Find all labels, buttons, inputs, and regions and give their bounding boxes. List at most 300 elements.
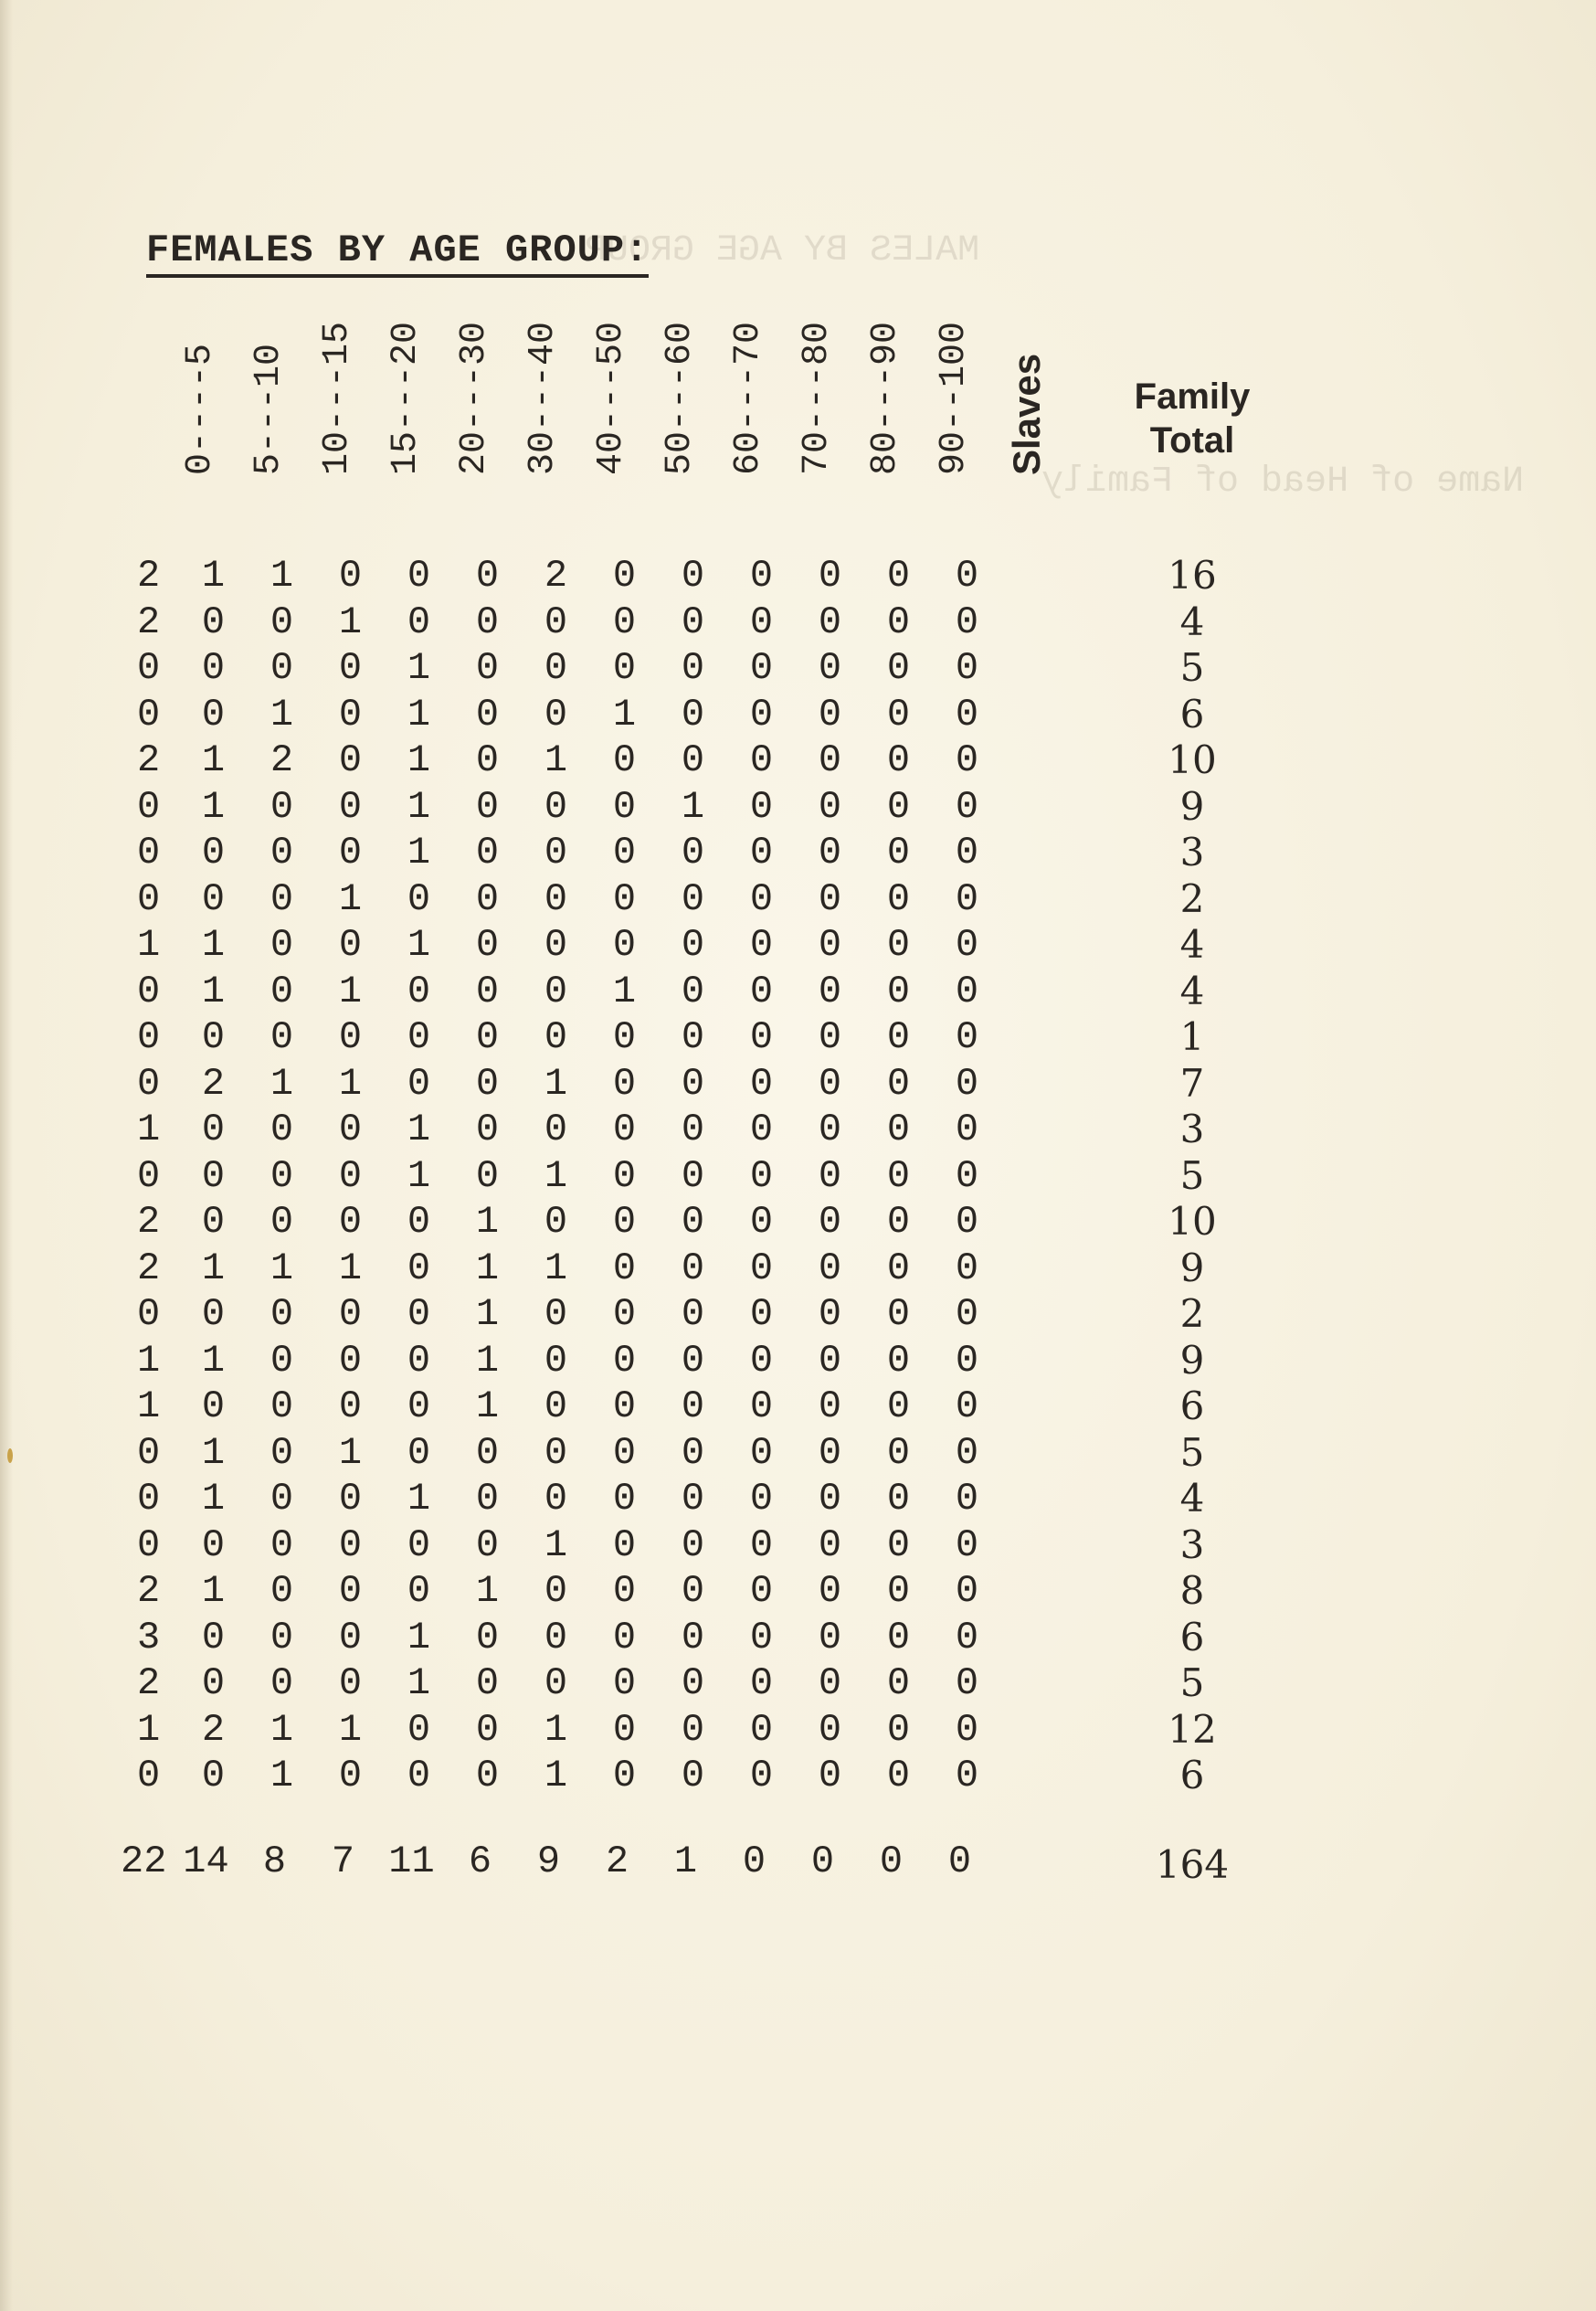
count-cell: 0 — [612, 1061, 637, 1106]
count-cell: 0 — [681, 1707, 705, 1752]
count-cell: 1 — [407, 1661, 431, 1706]
count-cell: 0 — [475, 554, 500, 599]
count-cell: 0 — [137, 1061, 161, 1106]
table-row — [137, 1246, 1001, 1292]
count-cell: 1 — [407, 1153, 431, 1198]
count-cell: 0 — [681, 1569, 705, 1614]
count-cell: 0 — [955, 1292, 979, 1337]
count-cell: 0 — [886, 969, 911, 1013]
count-cell: 0 — [818, 1615, 842, 1659]
count-cell: 0 — [612, 1569, 637, 1614]
table-row — [137, 1199, 1001, 1246]
count-cell: 0 — [201, 1615, 226, 1659]
count-cell: 0 — [955, 923, 979, 968]
count-cell: 0 — [137, 1015, 161, 1060]
count-cell: 0 — [137, 1292, 161, 1337]
family-total-header — [1119, 375, 1265, 462]
family-total-cell: 7 — [1179, 1060, 1205, 1106]
count-cell: 0 — [475, 1108, 500, 1152]
count-cell: 0 — [681, 646, 705, 691]
count-cell: 0 — [955, 1153, 979, 1198]
count-cell: 0 — [407, 1522, 431, 1567]
count-cell: 0 — [886, 1061, 911, 1106]
table-row — [137, 1338, 1001, 1384]
count-cell: 0 — [818, 784, 842, 829]
table-row — [137, 692, 1001, 738]
count-cell: 0 — [201, 1153, 226, 1198]
count-cell: 2 — [137, 1661, 161, 1706]
count-cell: 0 — [475, 646, 500, 691]
table-row — [137, 1476, 1001, 1522]
table-row — [137, 1107, 1001, 1153]
count-cell: 1 — [407, 1477, 431, 1521]
count-cell: 0 — [475, 1615, 500, 1659]
count-cell: 0 — [749, 784, 774, 829]
count-cell: 0 — [544, 1108, 568, 1152]
count-cell: 1 — [201, 969, 226, 1013]
count-cell: 1 — [544, 1061, 568, 1106]
count-cell: 0 — [475, 1477, 500, 1521]
count-cell: 0 — [544, 1477, 568, 1521]
family-total-cell: 9 — [1179, 1245, 1205, 1290]
count-cell: 3 — [137, 1615, 161, 1659]
count-cell: 1 — [612, 692, 637, 737]
count-cell: 0 — [270, 1153, 294, 1198]
column-header: 20---30 — [454, 321, 495, 475]
column-total-cell: 1 — [673, 1839, 698, 1883]
count-cell: 0 — [818, 1292, 842, 1337]
column-header: 70---80 — [797, 321, 838, 475]
count-cell: 0 — [475, 1707, 500, 1752]
table-row — [137, 1383, 1001, 1430]
count-cell: 1 — [270, 554, 294, 599]
count-cell: 0 — [201, 1108, 226, 1152]
family-total-cell: 3 — [1179, 1521, 1205, 1567]
count-cell: 0 — [818, 1384, 842, 1429]
column-total-cell: 2 — [605, 1839, 629, 1883]
count-cell: 1 — [475, 1246, 500, 1290]
count-cell: 0 — [886, 1108, 911, 1152]
family-total-cell: 4 — [1179, 1476, 1205, 1521]
table-row — [137, 1660, 1001, 1707]
count-cell: 1 — [201, 923, 226, 968]
column-header: 50---60 — [660, 321, 701, 475]
count-cell: 0 — [201, 692, 226, 737]
column-header: 30---40 — [523, 321, 564, 475]
count-cell: 0 — [407, 1200, 431, 1245]
count-cell: 0 — [612, 1338, 637, 1383]
count-cell: 0 — [749, 1430, 774, 1475]
count-cell: 0 — [955, 738, 979, 783]
count-cell: 0 — [749, 646, 774, 691]
count-cell: 0 — [338, 1661, 363, 1706]
count-cell: 0 — [270, 969, 294, 1013]
count-cell: 0 — [681, 599, 705, 644]
count-cell: 0 — [270, 1477, 294, 1521]
count-cell: 0 — [886, 738, 911, 783]
family-total-cell: 3 — [1179, 830, 1205, 875]
count-cell: 0 — [270, 1661, 294, 1706]
count-cell: 1 — [681, 784, 705, 829]
count-cell: 0 — [612, 1015, 637, 1060]
count-cell: 0 — [749, 692, 774, 737]
family-total-cell: 6 — [1179, 1753, 1205, 1797]
column-total-cell: 8 — [262, 1839, 287, 1883]
count-cell: 1 — [338, 1707, 363, 1752]
count-cell: 0 — [818, 646, 842, 691]
count-cell: 1 — [544, 1707, 568, 1752]
count-cell: 0 — [475, 969, 500, 1013]
column-total-cell: 14 — [183, 1839, 229, 1883]
column-total-cell: 0 — [810, 1839, 835, 1883]
column-header: 15---20 — [386, 321, 427, 475]
count-cell: 0 — [270, 1108, 294, 1152]
count-cell: 0 — [407, 1015, 431, 1060]
count-cell: 1 — [612, 969, 637, 1013]
count-cell: 1 — [544, 1153, 568, 1198]
count-cell: 0 — [270, 1338, 294, 1383]
count-cell: 0 — [475, 876, 500, 921]
count-cell: 1 — [201, 1430, 226, 1475]
table-row — [137, 969, 1001, 1015]
count-cell: 0 — [338, 1338, 363, 1383]
count-cell: 0 — [137, 1477, 161, 1521]
count-cell: 0 — [407, 876, 431, 921]
count-cell: 1 — [407, 646, 431, 691]
count-cell: 0 — [544, 1292, 568, 1337]
count-cell: 1 — [137, 923, 161, 968]
count-cell: 0 — [612, 599, 637, 644]
count-cell: 0 — [544, 1338, 568, 1383]
count-cell: 0 — [338, 646, 363, 691]
count-cell: 0 — [137, 646, 161, 691]
count-cell: 0 — [955, 1384, 979, 1429]
count-cell: 0 — [886, 1569, 911, 1614]
count-cell: 0 — [201, 599, 226, 644]
count-cell: 0 — [886, 646, 911, 691]
count-cell: 0 — [818, 1569, 842, 1614]
count-cell: 0 — [612, 1153, 637, 1198]
count-cell: 0 — [818, 1108, 842, 1152]
family-total-cell: 5 — [1179, 1429, 1205, 1475]
count-cell: 0 — [818, 1522, 842, 1567]
count-cell: 0 — [818, 554, 842, 599]
count-cell: 1 — [407, 784, 431, 829]
family-total-cell: 2 — [1179, 1291, 1205, 1336]
column-header: 5---10 — [248, 343, 290, 475]
count-cell: 0 — [955, 1200, 979, 1245]
count-cell: 1 — [475, 1292, 500, 1337]
count-cell: 0 — [681, 1477, 705, 1521]
family-total-cell: 1 — [1179, 1014, 1205, 1059]
count-cell: 0 — [955, 1246, 979, 1290]
count-cell: 1 — [201, 738, 226, 783]
count-cell: 0 — [201, 1200, 226, 1245]
count-cell: 0 — [338, 831, 363, 875]
count-cell: 2 — [137, 1200, 161, 1245]
family-total-cell: 10 — [1168, 737, 1217, 782]
count-cell: 0 — [886, 1292, 911, 1337]
count-cell: 0 — [818, 831, 842, 875]
count-cell: 0 — [612, 1477, 637, 1521]
count-cell: 2 — [201, 1061, 226, 1106]
count-cell: 0 — [407, 1384, 431, 1429]
column-header: 0----5 — [180, 343, 221, 475]
bleed-through-name-header: Name of Head of Family — [1041, 461, 1525, 503]
count-cell: 0 — [955, 692, 979, 737]
column-header: 40---50 — [591, 321, 632, 475]
column-total-cell: 0 — [879, 1839, 904, 1883]
count-cell: 0 — [818, 1200, 842, 1245]
count-cell: 0 — [475, 1061, 500, 1106]
count-cell: 1 — [201, 1477, 226, 1521]
count-cell: 0 — [749, 923, 774, 968]
table-row — [137, 1615, 1001, 1661]
family-total-cell: 12 — [1168, 1706, 1217, 1752]
count-cell: 0 — [749, 1707, 774, 1752]
count-cell: 2 — [270, 738, 294, 783]
count-cell: 0 — [270, 1615, 294, 1659]
count-cell: 0 — [338, 554, 363, 599]
count-cell: 0 — [612, 1522, 637, 1567]
count-cell: 2 — [201, 1707, 226, 1752]
count-cell: 0 — [749, 1200, 774, 1245]
count-cell: 1 — [338, 1430, 363, 1475]
count-cell: 1 — [407, 1615, 431, 1659]
count-cell: 1 — [407, 923, 431, 968]
count-cell: 0 — [749, 1754, 774, 1798]
count-cell: 0 — [612, 1384, 637, 1429]
count-cell: 1 — [544, 1522, 568, 1567]
count-cell: 0 — [338, 692, 363, 737]
table-row — [137, 1014, 1001, 1061]
count-cell: 0 — [475, 923, 500, 968]
paper-speck — [7, 1448, 13, 1463]
count-cell: 0 — [201, 1015, 226, 1060]
count-cell: 1 — [270, 1061, 294, 1106]
count-cell: 0 — [818, 738, 842, 783]
count-cell: 0 — [749, 1569, 774, 1614]
count-cell: 0 — [475, 1522, 500, 1567]
count-cell: 0 — [137, 784, 161, 829]
count-cell: 0 — [407, 1754, 431, 1798]
count-cell: 0 — [201, 1292, 226, 1337]
count-cell: 0 — [270, 1200, 294, 1245]
table-row — [137, 645, 1001, 692]
count-cell: 1 — [475, 1384, 500, 1429]
count-cell: 0 — [270, 1015, 294, 1060]
count-cell: 0 — [886, 1522, 911, 1567]
count-cell: 1 — [270, 692, 294, 737]
count-cell: 0 — [612, 1108, 637, 1152]
count-cell: 0 — [681, 738, 705, 783]
count-cell: 0 — [955, 1061, 979, 1106]
count-cell: 0 — [749, 1477, 774, 1521]
count-cell: 2 — [544, 554, 568, 599]
count-cell: 0 — [544, 876, 568, 921]
count-cell: 0 — [544, 784, 568, 829]
count-cell: 1 — [137, 1384, 161, 1429]
count-cell: 0 — [818, 1338, 842, 1383]
count-cell: 0 — [955, 1522, 979, 1567]
family-total-cell: 8 — [1179, 1568, 1205, 1613]
count-cell: 0 — [137, 1430, 161, 1475]
column-header: 60---70 — [728, 321, 769, 475]
count-cell: 1 — [338, 1246, 363, 1290]
count-cell: 0 — [886, 1200, 911, 1245]
count-cell: 1 — [338, 599, 363, 644]
count-cell: 0 — [407, 1569, 431, 1614]
count-cell: 0 — [955, 1430, 979, 1475]
count-cell: 0 — [886, 599, 911, 644]
count-cell: 0 — [137, 1754, 161, 1798]
count-cell: 0 — [612, 1754, 637, 1798]
count-cell: 0 — [818, 1061, 842, 1106]
count-cell: 0 — [749, 1061, 774, 1106]
column-totals-row — [121, 1839, 994, 1883]
column-total-cell: 11 — [388, 1839, 435, 1883]
count-cell: 0 — [201, 876, 226, 921]
count-cell: 0 — [749, 554, 774, 599]
count-cell: 0 — [818, 923, 842, 968]
count-cell: 0 — [270, 876, 294, 921]
count-cell: 0 — [749, 1338, 774, 1383]
column-header: 90--100 — [934, 321, 975, 475]
count-cell: 0 — [201, 646, 226, 691]
bleed-through-header: MALES BY AGE GROUP — [585, 230, 980, 271]
count-cell: 0 — [749, 1384, 774, 1429]
count-cell: 1 — [544, 1246, 568, 1290]
count-cell: 0 — [338, 923, 363, 968]
count-cell: 0 — [612, 1246, 637, 1290]
count-cell: 0 — [612, 831, 637, 875]
count-cell: 0 — [749, 831, 774, 875]
count-cell: 0 — [886, 1246, 911, 1290]
count-cell: 0 — [749, 1615, 774, 1659]
count-cell: 0 — [544, 1200, 568, 1245]
count-cell: 0 — [201, 1661, 226, 1706]
count-cell: 1 — [201, 1246, 226, 1290]
count-cell: 0 — [612, 876, 637, 921]
family-total-cell: 6 — [1179, 1614, 1205, 1659]
count-cell: 0 — [749, 876, 774, 921]
count-cell: 0 — [270, 599, 294, 644]
count-cell: 1 — [407, 831, 431, 875]
count-cell: 0 — [544, 1015, 568, 1060]
count-cell: 0 — [749, 1522, 774, 1567]
count-cell: 0 — [475, 738, 500, 783]
family-total-cell: 10 — [1168, 1199, 1217, 1244]
count-cell: 0 — [681, 969, 705, 1013]
count-cell: 0 — [818, 599, 842, 644]
table-row — [137, 1707, 1001, 1754]
count-cell: 0 — [407, 1061, 431, 1106]
count-cell: 0 — [818, 969, 842, 1013]
count-cell: 0 — [544, 646, 568, 691]
count-cell: 0 — [407, 599, 431, 644]
count-cell: 0 — [338, 1477, 363, 1521]
count-cell: 0 — [818, 1015, 842, 1060]
count-cell: 0 — [475, 1153, 500, 1198]
count-cell: 1 — [270, 1707, 294, 1752]
count-cell: 0 — [818, 1430, 842, 1475]
table-row — [137, 1153, 1001, 1200]
count-cell: 0 — [818, 692, 842, 737]
count-cell: 2 — [137, 1246, 161, 1290]
column-total-cell: 7 — [331, 1839, 355, 1883]
count-cell: 0 — [749, 1108, 774, 1152]
count-cell: 0 — [681, 1754, 705, 1798]
page-edge-shadow — [0, 0, 13, 2311]
count-cell: 0 — [886, 1153, 911, 1198]
count-cell: 0 — [681, 1522, 705, 1567]
count-cell: 0 — [955, 646, 979, 691]
count-cell: 0 — [749, 1015, 774, 1060]
count-cell: 0 — [749, 738, 774, 783]
count-cell: 0 — [475, 831, 500, 875]
count-cell: 0 — [201, 1384, 226, 1429]
count-cell: 0 — [681, 923, 705, 968]
count-cell: 0 — [681, 1246, 705, 1290]
count-cell: 0 — [955, 969, 979, 1013]
count-cell: 0 — [270, 831, 294, 875]
count-cell: 0 — [338, 1015, 363, 1060]
table-row — [137, 1430, 1001, 1477]
count-cell: 0 — [544, 1430, 568, 1475]
count-cell: 0 — [886, 1477, 911, 1521]
count-cell: 0 — [137, 831, 161, 875]
count-cell: 0 — [955, 1661, 979, 1706]
count-cell: 2 — [137, 599, 161, 644]
count-cell: 0 — [544, 692, 568, 737]
count-cell: 0 — [681, 1200, 705, 1245]
count-cell: 0 — [338, 1200, 363, 1245]
column-total-cell: 22 — [121, 1839, 167, 1883]
count-cell: 0 — [201, 1522, 226, 1567]
count-cell: 1 — [137, 1338, 161, 1383]
table-row — [137, 737, 1001, 784]
family-total-cell: 5 — [1179, 1152, 1205, 1198]
count-cell: 0 — [544, 599, 568, 644]
count-cell: 1 — [270, 1754, 294, 1798]
count-cell: 0 — [544, 1615, 568, 1659]
count-cell: 0 — [612, 738, 637, 783]
count-cell: 2 — [137, 1569, 161, 1614]
age-group-table — [137, 553, 1001, 1799]
count-cell: 0 — [886, 1430, 911, 1475]
table-row — [137, 1522, 1001, 1569]
count-cell: 0 — [612, 646, 637, 691]
count-cell: 0 — [338, 1108, 363, 1152]
count-cell: 0 — [749, 1153, 774, 1198]
column-header: 80---90 — [865, 321, 906, 475]
count-cell: 0 — [955, 1108, 979, 1152]
count-cell: 1 — [407, 738, 431, 783]
count-cell: 0 — [544, 1661, 568, 1706]
count-cell: 0 — [612, 1200, 637, 1245]
count-cell: 0 — [612, 1707, 637, 1752]
count-cell: 0 — [544, 1569, 568, 1614]
count-cell: 0 — [407, 1292, 431, 1337]
count-cell: 0 — [612, 554, 637, 599]
column-header: 10---15 — [317, 321, 358, 475]
family-total-cell: 5 — [1179, 1660, 1205, 1705]
column-header: Slaves — [1005, 353, 1048, 475]
count-cell: 1 — [544, 738, 568, 783]
count-cell: 0 — [681, 1384, 705, 1429]
count-cell: 0 — [681, 1430, 705, 1475]
count-cell: 0 — [955, 1615, 979, 1659]
